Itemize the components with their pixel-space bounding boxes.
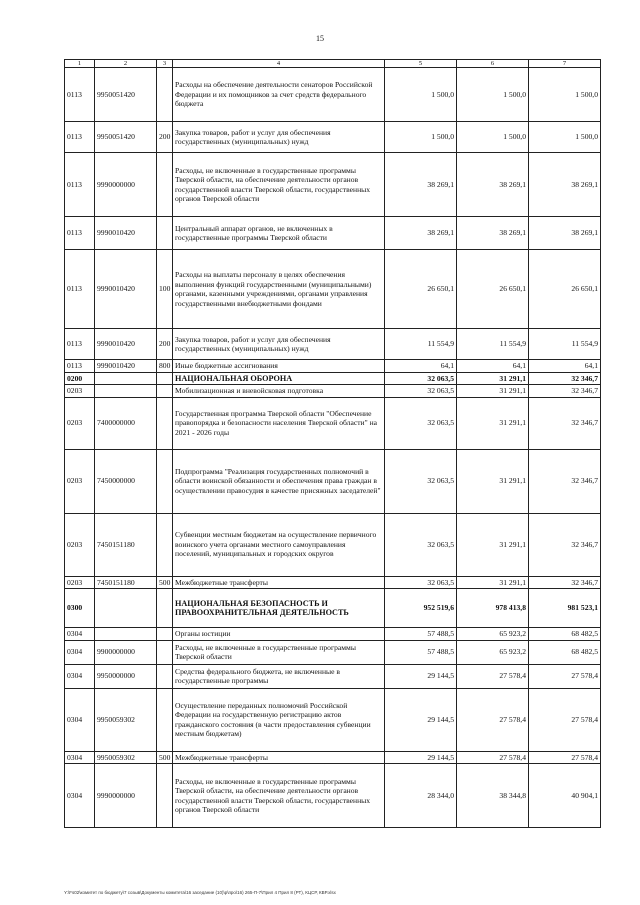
expense-type-code <box>157 640 173 664</box>
amount-year-1: 32 063,5 <box>385 576 457 589</box>
amount-year-1: 29 144,5 <box>385 664 457 688</box>
target-article-code: 7450151180 <box>95 576 157 589</box>
amount-year-3: 32 346,7 <box>529 372 601 385</box>
amount-year-1: 29 144,5 <box>385 751 457 764</box>
amount-year-3: 981 523,1 <box>529 589 601 628</box>
amount-year-3: 68 482,5 <box>529 628 601 641</box>
amount-year-2: 31 291,1 <box>457 576 529 589</box>
item-name: Расходы на обеспечение деятельности сенаторов Российской Федерации и их помощников за счет средств федерального бюджета <box>173 68 385 122</box>
section-code: 0113 <box>65 68 95 122</box>
section-code: 0203 <box>65 397 95 449</box>
amount-year-1: 1 500,0 <box>385 122 457 153</box>
expense-type-code <box>157 589 173 628</box>
expense-type-code <box>157 664 173 688</box>
amount-year-3: 68 482,5 <box>529 640 601 664</box>
amount-year-2: 38 269,1 <box>457 217 529 250</box>
table-row <box>65 664 601 688</box>
amount-year-1: 32 063,5 <box>385 397 457 449</box>
table-row <box>65 449 601 513</box>
target-article-code <box>95 589 157 628</box>
table-row <box>65 372 601 385</box>
section-code: 0304 <box>65 664 95 688</box>
amount-year-1: 11 554,9 <box>385 329 457 360</box>
target-article-code: 9950059302 <box>95 688 157 751</box>
expense-type-code: 800 <box>157 360 173 373</box>
table-header-row <box>65 60 601 68</box>
table-row <box>65 397 601 449</box>
amount-year-3: 32 346,7 <box>529 449 601 513</box>
item-name: Расходы, не включенные в государственные программы Тверской области <box>173 640 385 664</box>
item-name: Мобилизационная и вневойсковая подготовка <box>173 385 385 398</box>
section-code: 0200 <box>65 372 95 385</box>
amount-year-1: 29 144,5 <box>385 688 457 751</box>
column-number-1: 1 <box>65 60 95 68</box>
table-row <box>65 513 601 576</box>
amount-year-3: 32 346,7 <box>529 513 601 576</box>
table-row <box>65 217 601 250</box>
column-number-7: 7 <box>529 60 601 68</box>
table-row <box>65 751 601 764</box>
target-article-code: 7400000000 <box>95 397 157 449</box>
item-name: НАЦИОНАЛЬНАЯ БЕЗОПАСНОСТЬ И ПРАВООХРАНИТЕЛЬНАЯ ДЕЯТЕЛЬНОСТЬ <box>173 589 385 628</box>
target-article-code: 9900000000 <box>95 640 157 664</box>
amount-year-1: 32 063,5 <box>385 385 457 398</box>
table-row <box>65 360 601 373</box>
table-row <box>65 122 601 153</box>
amount-year-3: 27 578,4 <box>529 664 601 688</box>
amount-year-2: 27 578,4 <box>457 751 529 764</box>
amount-year-3: 38 269,1 <box>529 153 601 217</box>
column-number-3: 3 <box>157 60 173 68</box>
table-row <box>65 385 601 398</box>
amount-year-3: 26 650,1 <box>529 250 601 329</box>
amount-year-1: 1 500,0 <box>385 68 457 122</box>
target-article-code <box>95 628 157 641</box>
column-number-4: 4 <box>173 60 385 68</box>
amount-year-2: 11 554,9 <box>457 329 529 360</box>
amount-year-2: 26 650,1 <box>457 250 529 329</box>
item-name: НАЦИОНАЛЬНАЯ ОБОРОНА <box>173 372 385 385</box>
amount-year-3: 32 346,7 <box>529 397 601 449</box>
amount-year-3: 27 578,4 <box>529 688 601 751</box>
expense-type-code <box>157 513 173 576</box>
amount-year-3: 27 578,4 <box>529 751 601 764</box>
amount-year-2: 38 344,8 <box>457 764 529 828</box>
item-name: Закупка товаров, работ и услуг для обеспечения государственных (муниципальных) нужд <box>173 122 385 153</box>
target-article-code: 9950059302 <box>95 751 157 764</box>
amount-year-1: 952 519,6 <box>385 589 457 628</box>
target-article-code: 9990010420 <box>95 250 157 329</box>
expense-type-code <box>157 372 173 385</box>
amount-year-3: 32 346,7 <box>529 576 601 589</box>
amount-year-3: 1 500,0 <box>529 122 601 153</box>
item-name: Государственная программа Тверской области "Обеспечение правопорядка и безопасности населения Тверской области" на 2021 - 2026 годы <box>173 397 385 449</box>
section-code: 0113 <box>65 250 95 329</box>
amount-year-1: 32 063,5 <box>385 513 457 576</box>
item-name: Средства федерального бюджета, не включенные в государственные программы <box>173 664 385 688</box>
item-name: Расходы, не включенные в государственные программы Тверской области, на обеспечение деятельности органов государственной власти Тверской области, государственных органов Тверской области <box>173 764 385 828</box>
amount-year-2: 31 291,1 <box>457 449 529 513</box>
target-article-code: 9990000000 <box>95 153 157 217</box>
expense-type-code <box>157 688 173 751</box>
section-code: 0304 <box>65 764 95 828</box>
section-code: 0113 <box>65 122 95 153</box>
section-code: 0304 <box>65 751 95 764</box>
item-name: Иные бюджетные ассигнования <box>173 360 385 373</box>
table-row <box>65 153 601 217</box>
amount-year-3: 32 346,7 <box>529 385 601 398</box>
expense-type-code <box>157 68 173 122</box>
item-name: Расходы на выплаты персоналу в целях обеспечения выполнения функций государственными (муниципальными) органами, казенными учреждениями, органами управления государственными внебюджетными фондами <box>173 250 385 329</box>
section-code: 0203 <box>65 385 95 398</box>
table-row <box>65 640 601 664</box>
expense-type-code <box>157 449 173 513</box>
amount-year-3: 38 269,1 <box>529 217 601 250</box>
item-name: Осуществление переданных полномочий Российской Федерации на государственную регистрацию актов гражданского состояния (в части предоставления субвенции местным бюджетам) <box>173 688 385 751</box>
amount-year-2: 64,1 <box>457 360 529 373</box>
target-article-code: 9990010420 <box>95 360 157 373</box>
target-article-code: 9990010420 <box>95 329 157 360</box>
item-name: Расходы, не включенные в государственные программы Тверской области, на обеспечение деятельности органов государственной власти Тверской области, государственных органов Тверской области <box>173 153 385 217</box>
item-name: Центральный аппарат органов, не включенных в государственные программы Тверской области <box>173 217 385 250</box>
item-name: Закупка товаров, работ и услуг для обеспечения государственных (муниципальных) нужд <box>173 329 385 360</box>
expense-type-code: 100 <box>157 250 173 329</box>
section-code: 0113 <box>65 360 95 373</box>
target-article-code: 7450151180 <box>95 513 157 576</box>
amount-year-2: 65 923,2 <box>457 640 529 664</box>
amount-year-2: 1 500,0 <box>457 68 529 122</box>
amount-year-1: 26 650,1 <box>385 250 457 329</box>
amount-year-2: 65 923,2 <box>457 628 529 641</box>
section-code: 0304 <box>65 688 95 751</box>
column-number-6: 6 <box>457 60 529 68</box>
expense-type-code <box>157 764 173 828</box>
table-row <box>65 589 601 628</box>
table-row <box>65 250 601 329</box>
amount-year-3: 11 554,9 <box>529 329 601 360</box>
expense-type-code: 200 <box>157 329 173 360</box>
item-name: Органы юстиции <box>173 628 385 641</box>
expense-type-code <box>157 397 173 449</box>
target-article-code: 9990010420 <box>95 217 157 250</box>
table-row <box>65 628 601 641</box>
section-code: 0113 <box>65 153 95 217</box>
amount-year-3: 64,1 <box>529 360 601 373</box>
target-article-code: 9950051420 <box>95 122 157 153</box>
target-article-code: 9950000000 <box>95 664 157 688</box>
amount-year-1: 38 269,1 <box>385 153 457 217</box>
table-row <box>65 329 601 360</box>
amount-year-1: 32 063,5 <box>385 372 457 385</box>
target-article-code: 9990000000 <box>95 764 157 828</box>
amount-year-2: 31 291,1 <box>457 513 529 576</box>
expense-type-code: 500 <box>157 576 173 589</box>
item-name: Межбюджетные трансферты <box>173 576 385 589</box>
amount-year-1: 57 488,5 <box>385 640 457 664</box>
table-row <box>65 68 601 122</box>
amount-year-1: 57 488,5 <box>385 628 457 641</box>
amount-year-2: 31 291,1 <box>457 385 529 398</box>
expense-type-code: 200 <box>157 122 173 153</box>
column-number-2: 2 <box>95 60 157 68</box>
amount-year-2: 31 291,1 <box>457 397 529 449</box>
amount-year-2: 27 578,4 <box>457 664 529 688</box>
item-name: Межбюджетные трансферты <box>173 751 385 764</box>
table-row <box>65 764 601 828</box>
amount-year-1: 32 063,5 <box>385 449 457 513</box>
section-code: 0203 <box>65 449 95 513</box>
amount-year-1: 38 269,1 <box>385 217 457 250</box>
amount-year-2: 38 269,1 <box>457 153 529 217</box>
target-article-code <box>95 385 157 398</box>
amount-year-3: 40 904,1 <box>529 764 601 828</box>
expense-type-code <box>157 628 173 641</box>
amount-year-3: 1 500,0 <box>529 68 601 122</box>
section-code: 0304 <box>65 640 95 664</box>
amount-year-2: 27 578,4 <box>457 688 529 751</box>
item-name: Субвенции местным бюджетам на осуществление первичного воинского учета органами местного самоуправления поселений, муниципальных и городских округов <box>173 513 385 576</box>
target-article-code <box>95 372 157 385</box>
section-code: 0113 <box>65 329 95 360</box>
section-code: 0304 <box>65 628 95 641</box>
item-name: Подпрограмма "Реализация государственных полномочий в области воинской обязанности и обеспечения права граждан в осуществлении правосудия в качестве присяжных заседателей" <box>173 449 385 513</box>
section-code: 0203 <box>65 513 95 576</box>
expense-type-code <box>157 217 173 250</box>
section-code: 0203 <box>65 576 95 589</box>
amount-year-2: 31 291,1 <box>457 372 529 385</box>
page-number: 15 <box>316 34 324 43</box>
file-path-footer: Y:\Fs02\комитет по бюджету\7 созыв\Документы комитета\16 заседание (10)\р\про\16) 265-П-7\Прил 4 Прил 8 (РТ), КЦСР, КВР.xlsx <box>64 890 336 895</box>
target-article-code: 9950051420 <box>95 68 157 122</box>
column-number-5: 5 <box>385 60 457 68</box>
table-row <box>65 576 601 589</box>
amount-year-1: 28 344,0 <box>385 764 457 828</box>
amount-year-2: 978 413,8 <box>457 589 529 628</box>
expense-type-code <box>157 153 173 217</box>
budget-table <box>64 59 601 828</box>
table-row <box>65 688 601 751</box>
expense-type-code <box>157 385 173 398</box>
section-code: 0300 <box>65 589 95 628</box>
expense-type-code: 500 <box>157 751 173 764</box>
target-article-code: 7450000000 <box>95 449 157 513</box>
amount-year-2: 1 500,0 <box>457 122 529 153</box>
amount-year-1: 64,1 <box>385 360 457 373</box>
section-code: 0113 <box>65 217 95 250</box>
